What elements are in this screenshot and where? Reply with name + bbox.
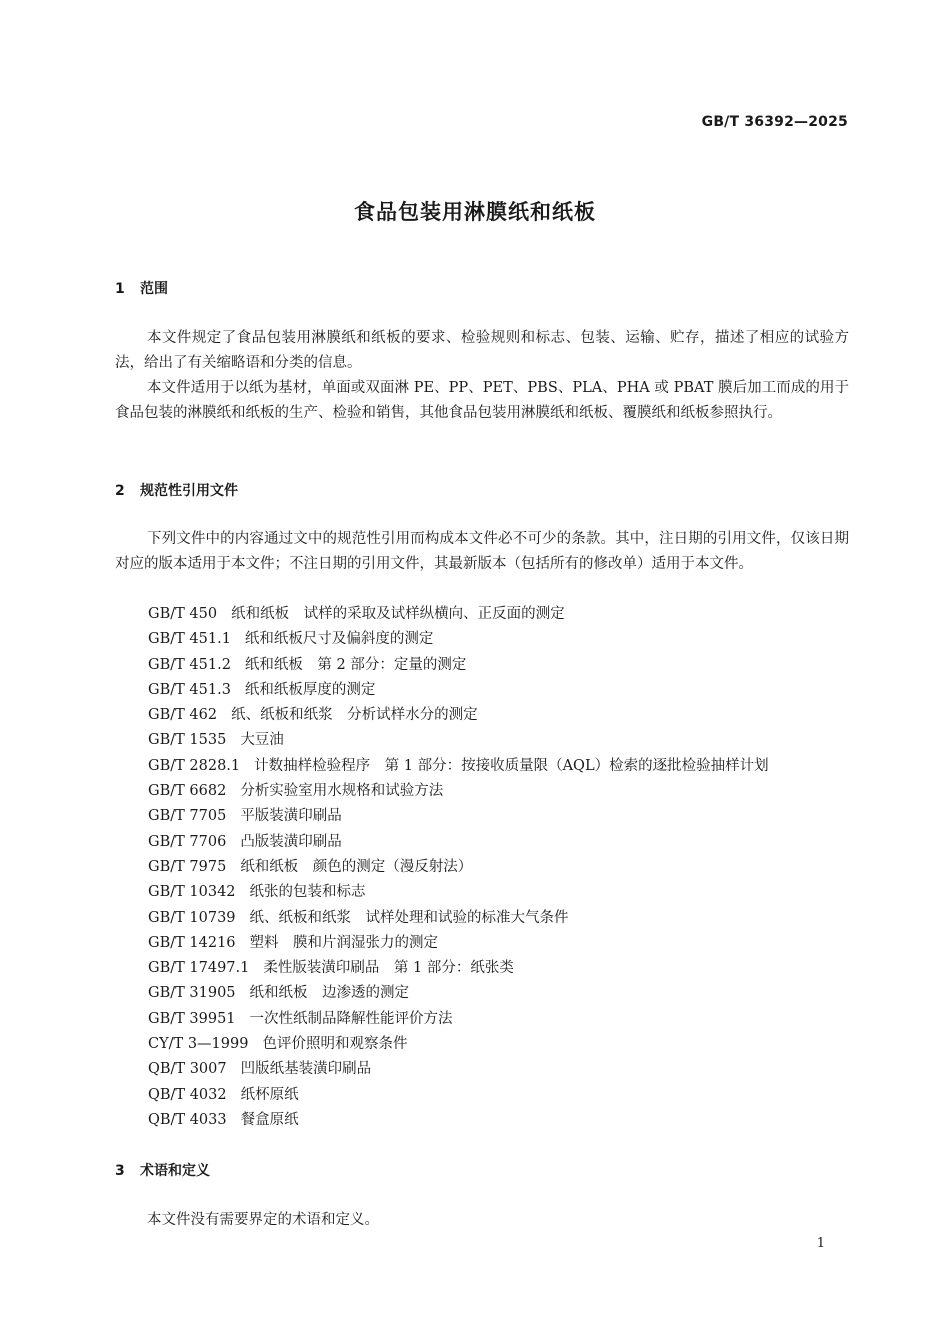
reference-item xyxy=(148,653,769,678)
reference-item xyxy=(148,931,769,956)
section-3-heading xyxy=(115,1160,210,1180)
reference-title: 纸和纸板 边渗透的测定 xyxy=(249,985,410,1002)
reference-code: GB/T 31905 xyxy=(148,985,236,1002)
reference-item xyxy=(148,981,769,1006)
reference-item xyxy=(148,1083,769,1108)
reference-title: 纸张的包装和标志 xyxy=(249,884,366,901)
reference-title: 塑料 膜和片润湿张力的测定 xyxy=(249,934,439,951)
reference-code: GB/T 10342 xyxy=(148,884,236,901)
section-number: 1 xyxy=(115,281,125,297)
reference-item xyxy=(148,627,769,652)
reference-item xyxy=(148,880,769,905)
reference-title: 凹版纸基装潢印刷品 xyxy=(240,1061,372,1078)
reference-code: GB/T 7705 xyxy=(148,808,227,825)
reference-item xyxy=(148,678,769,703)
reference-code: GB/T 14216 xyxy=(148,934,236,951)
normative-reference-list xyxy=(148,602,769,1133)
reference-item xyxy=(148,906,769,931)
reference-code: GB/T 451.3 xyxy=(148,681,231,698)
reference-code: GB/T 2828.1 xyxy=(148,757,241,774)
reference-title: 纸和纸板 颜色的测定（漫反射法） xyxy=(240,858,473,875)
reference-code: GB/T 7975 xyxy=(148,858,227,875)
section-number: 2 xyxy=(115,483,125,499)
reference-item xyxy=(148,754,769,779)
reference-item xyxy=(148,1057,769,1082)
reference-code: GB/T 7706 xyxy=(148,833,227,850)
reference-title: 一次性纸制品降解性能评价方法 xyxy=(249,1010,453,1027)
reference-code: GB/T 17497.1 xyxy=(148,960,250,977)
reference-title: 纸和纸板尺寸及偏斜度的测定 xyxy=(244,631,434,648)
section-title: 规范性引用文件 xyxy=(140,483,238,499)
section-title: 范围 xyxy=(140,281,168,297)
page-number: 1 xyxy=(816,1236,825,1251)
reference-item xyxy=(148,1032,769,1057)
reference-title: 大豆油 xyxy=(240,732,284,749)
reference-title: 色评价照明和观察条件 xyxy=(262,1036,408,1053)
reference-item xyxy=(148,855,769,880)
reference-item xyxy=(148,703,769,728)
reference-item xyxy=(148,804,769,829)
reference-code: GB/T 1535 xyxy=(148,732,227,749)
reference-item xyxy=(148,779,769,804)
reference-title: 纸、纸板和纸浆 分析试样水分的测定 xyxy=(231,707,478,724)
section-title: 术语和定义 xyxy=(140,1163,210,1179)
section-2-heading xyxy=(115,480,238,500)
reference-title: 平版装潢印刷品 xyxy=(240,808,342,825)
section-1-paragraph-1: 本文件规定了食品包装用淋膜纸和纸板的要求、检验规则和标志、包装、运输、贮存，描述了相应的试验方法，给出了有关缩略语和分类的信息。 xyxy=(115,330,849,372)
reference-code: GB/T 451.2 xyxy=(148,656,231,673)
reference-code: QB/T 4033 xyxy=(148,1111,227,1128)
section-number: 3 xyxy=(115,1163,125,1179)
reference-title: 纸杯原纸 xyxy=(240,1086,299,1103)
reference-title: 纸和纸板 第 2 部分：定量的测定 xyxy=(244,656,467,673)
section-1-heading xyxy=(115,278,168,298)
reference-code: QB/T 4032 xyxy=(148,1086,227,1103)
reference-code: GB/T 10739 xyxy=(148,909,236,926)
reference-code: GB/T 462 xyxy=(148,707,218,724)
reference-title: 分析实验室用水规格和试验方法 xyxy=(240,783,444,800)
reference-item xyxy=(148,728,769,753)
reference-code: GB/T 450 xyxy=(148,606,218,622)
reference-item xyxy=(148,1108,769,1133)
reference-code: GB/T 6682 xyxy=(148,783,227,800)
reference-item xyxy=(148,830,769,855)
reference-title: 柔性版装潢印刷品 第 1 部分：纸张类 xyxy=(263,960,514,977)
reference-item xyxy=(148,602,769,627)
section-2-paragraph-1: 下列文件中的内容通过文中的规范性引用而构成本文件必不可少的条款。其中，注日期的引用文件，仅该日期对应的版本适用于本文件；不注日期的引用文件，其最新版本（包括所有的修改单）适用于本文件。 xyxy=(115,531,849,573)
reference-item xyxy=(148,956,769,981)
section-3-paragraph-1: 本文件没有需要界定的术语和定义。 xyxy=(147,1212,379,1228)
standard-code: GB/T 36392—2025 xyxy=(701,114,848,130)
reference-code: QB/T 3007 xyxy=(148,1061,227,1078)
reference-title: 凸版装潢印刷品 xyxy=(240,833,342,850)
document-title: 食品包装用淋膜纸和纸板 xyxy=(354,200,596,224)
reference-title: 纸、纸板和纸浆 试样处理和试验的标准大气条件 xyxy=(249,909,569,926)
reference-code: CY/T 3—1999 xyxy=(148,1036,249,1053)
reference-title: 餐盒原纸 xyxy=(240,1111,299,1128)
reference-title: 纸和纸板厚度的测定 xyxy=(244,681,376,698)
reference-item xyxy=(148,1007,769,1032)
reference-title: 纸和纸板 试样的采取及试样纵横向、正反面的测定 xyxy=(231,606,565,622)
reference-code: GB/T 451.1 xyxy=(148,631,231,648)
reference-title: 计数抽样检验程序 第 1 部分：按接收质量限（AQL）检索的逐批检验抽样计划 xyxy=(254,757,769,774)
section-1-paragraph-2: 本文件适用于以纸为基材，单面或双面淋 PE、PP、PET、PBS、PLA、PHA 或 PBAT 膜后加工而成的用于食品包装的淋膜纸和纸板的生产、检验和销售，其他食品包装用淋膜纸和纸板、覆膜纸和纸板参照执行。 xyxy=(115,380,849,422)
reference-code: GB/T 39951 xyxy=(148,1010,236,1027)
